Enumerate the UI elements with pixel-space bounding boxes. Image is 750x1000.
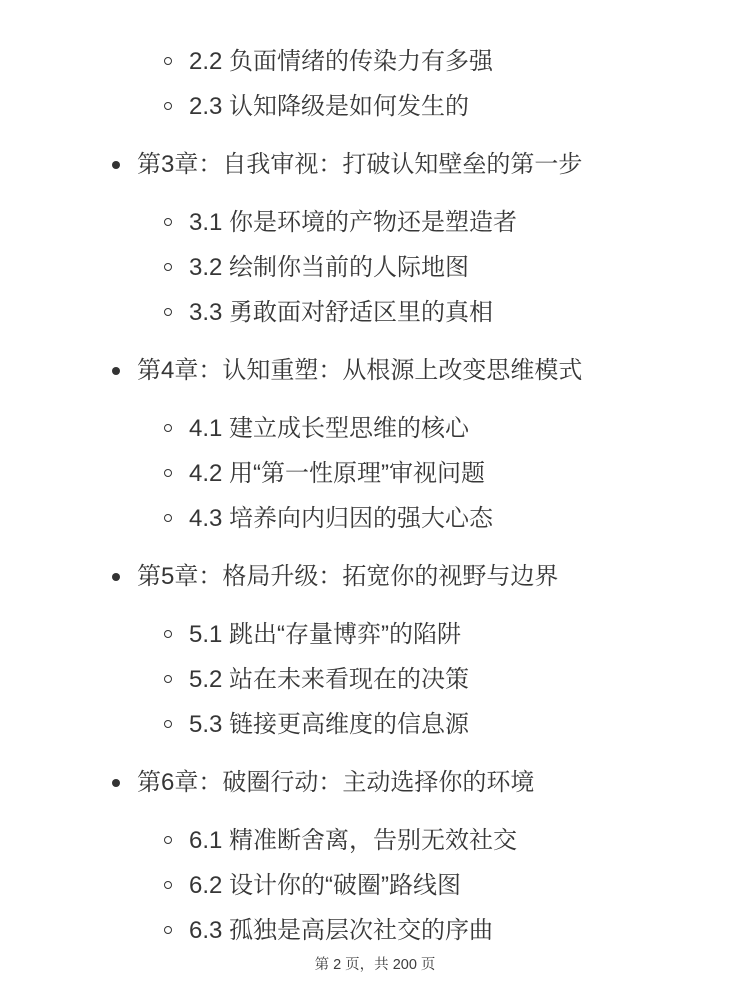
disc-bullet-icon [112,161,120,169]
toc-section-label: 6.2 设计你的“破圈”路线图 [189,872,462,899]
toc-section-item [0,502,750,535]
circle-bullet-icon [164,308,172,316]
toc-chapter-item [0,766,750,799]
toc-section-item [0,206,750,239]
circle-bullet-icon [164,836,172,844]
toc-section-label: 5.2 站在未来看现在的决策 [189,666,470,693]
toc-section-item [0,824,750,857]
toc-section-label: 5.1 跳出“存量博弈”的陷阱 [189,621,462,648]
toc-section-label: 3.2 绘制你当前的人际地图 [189,254,470,281]
toc-section-label: 3.3 勇敢面对舒适区里的真相 [189,299,494,326]
toc-section-item [0,708,750,741]
toc-section-label: 6.1 精准断舍离，告别无效社交 [189,827,518,854]
disc-bullet-icon [112,367,120,375]
toc-section-item [0,618,750,651]
toc-section-item [0,45,750,78]
toc-section-label: 6.3 孤独是高层次社交的序曲 [189,917,494,944]
toc-section-list [0,412,750,535]
toc-section-item [0,412,750,445]
toc-chapter-label: 第4章：认知重塑：从根源上改变思维模式 [137,357,583,384]
toc-section-list [0,206,750,329]
toc-chapter-item [0,560,750,593]
circle-bullet-icon [164,881,172,889]
circle-bullet-icon [164,675,172,683]
toc-section-list [0,618,750,741]
toc-section-list [0,824,750,947]
toc-section-item [0,296,750,329]
disc-bullet-icon [112,573,120,581]
toc-group-chapter3 [0,148,750,329]
circle-bullet-icon [164,630,172,638]
toc-section-label: 2.3 认知降级是如何发生的 [189,93,470,120]
page-indicator: 第 2 页，共 200 页 [314,957,436,973]
toc-chapter-label: 第3章：自我审视：打破认知壁垒的第一步 [137,151,583,178]
toc-section-label: 5.3 链接更高维度的信息源 [189,711,470,738]
toc-chapter-label: 第6章：破圈行动：主动选择你的环境 [137,769,535,796]
circle-bullet-icon [164,720,172,728]
toc-group-chapter4 [0,354,750,535]
circle-bullet-icon [164,57,172,65]
toc-group-chapter6 [0,766,750,947]
toc-chapter-label: 第5章：格局升级：拓宽你的视野与边界 [137,563,559,590]
toc-section-item [0,914,750,947]
circle-bullet-icon [164,218,172,226]
circle-bullet-icon [164,469,172,477]
toc-section-item [0,251,750,284]
circle-bullet-icon [164,926,172,934]
toc-group-chapter2 [0,45,750,123]
page-footer [0,955,750,975]
toc-section-label: 4.1 建立成长型思维的核心 [189,415,470,442]
toc-section-label: 2.2 负面情绪的传染力有多强 [189,48,494,75]
toc-section-label: 4.3 培养向内归因的强大心态 [189,505,494,532]
toc-section-label: 3.1 你是环境的产物还是塑造者 [189,209,518,236]
disc-bullet-icon [112,779,120,787]
toc-section-item [0,90,750,123]
circle-bullet-icon [164,102,172,110]
toc-section-item [0,869,750,902]
toc-section-item [0,457,750,490]
toc-section-item [0,663,750,696]
circle-bullet-icon [164,424,172,432]
circle-bullet-icon [164,514,172,522]
circle-bullet-icon [164,263,172,271]
toc-section-label: 4.2 用“第一性原理”审视问题 [189,460,486,487]
toc-chapter-item [0,148,750,181]
toc-chapter-item [0,354,750,387]
toc-group-chapter5 [0,560,750,741]
